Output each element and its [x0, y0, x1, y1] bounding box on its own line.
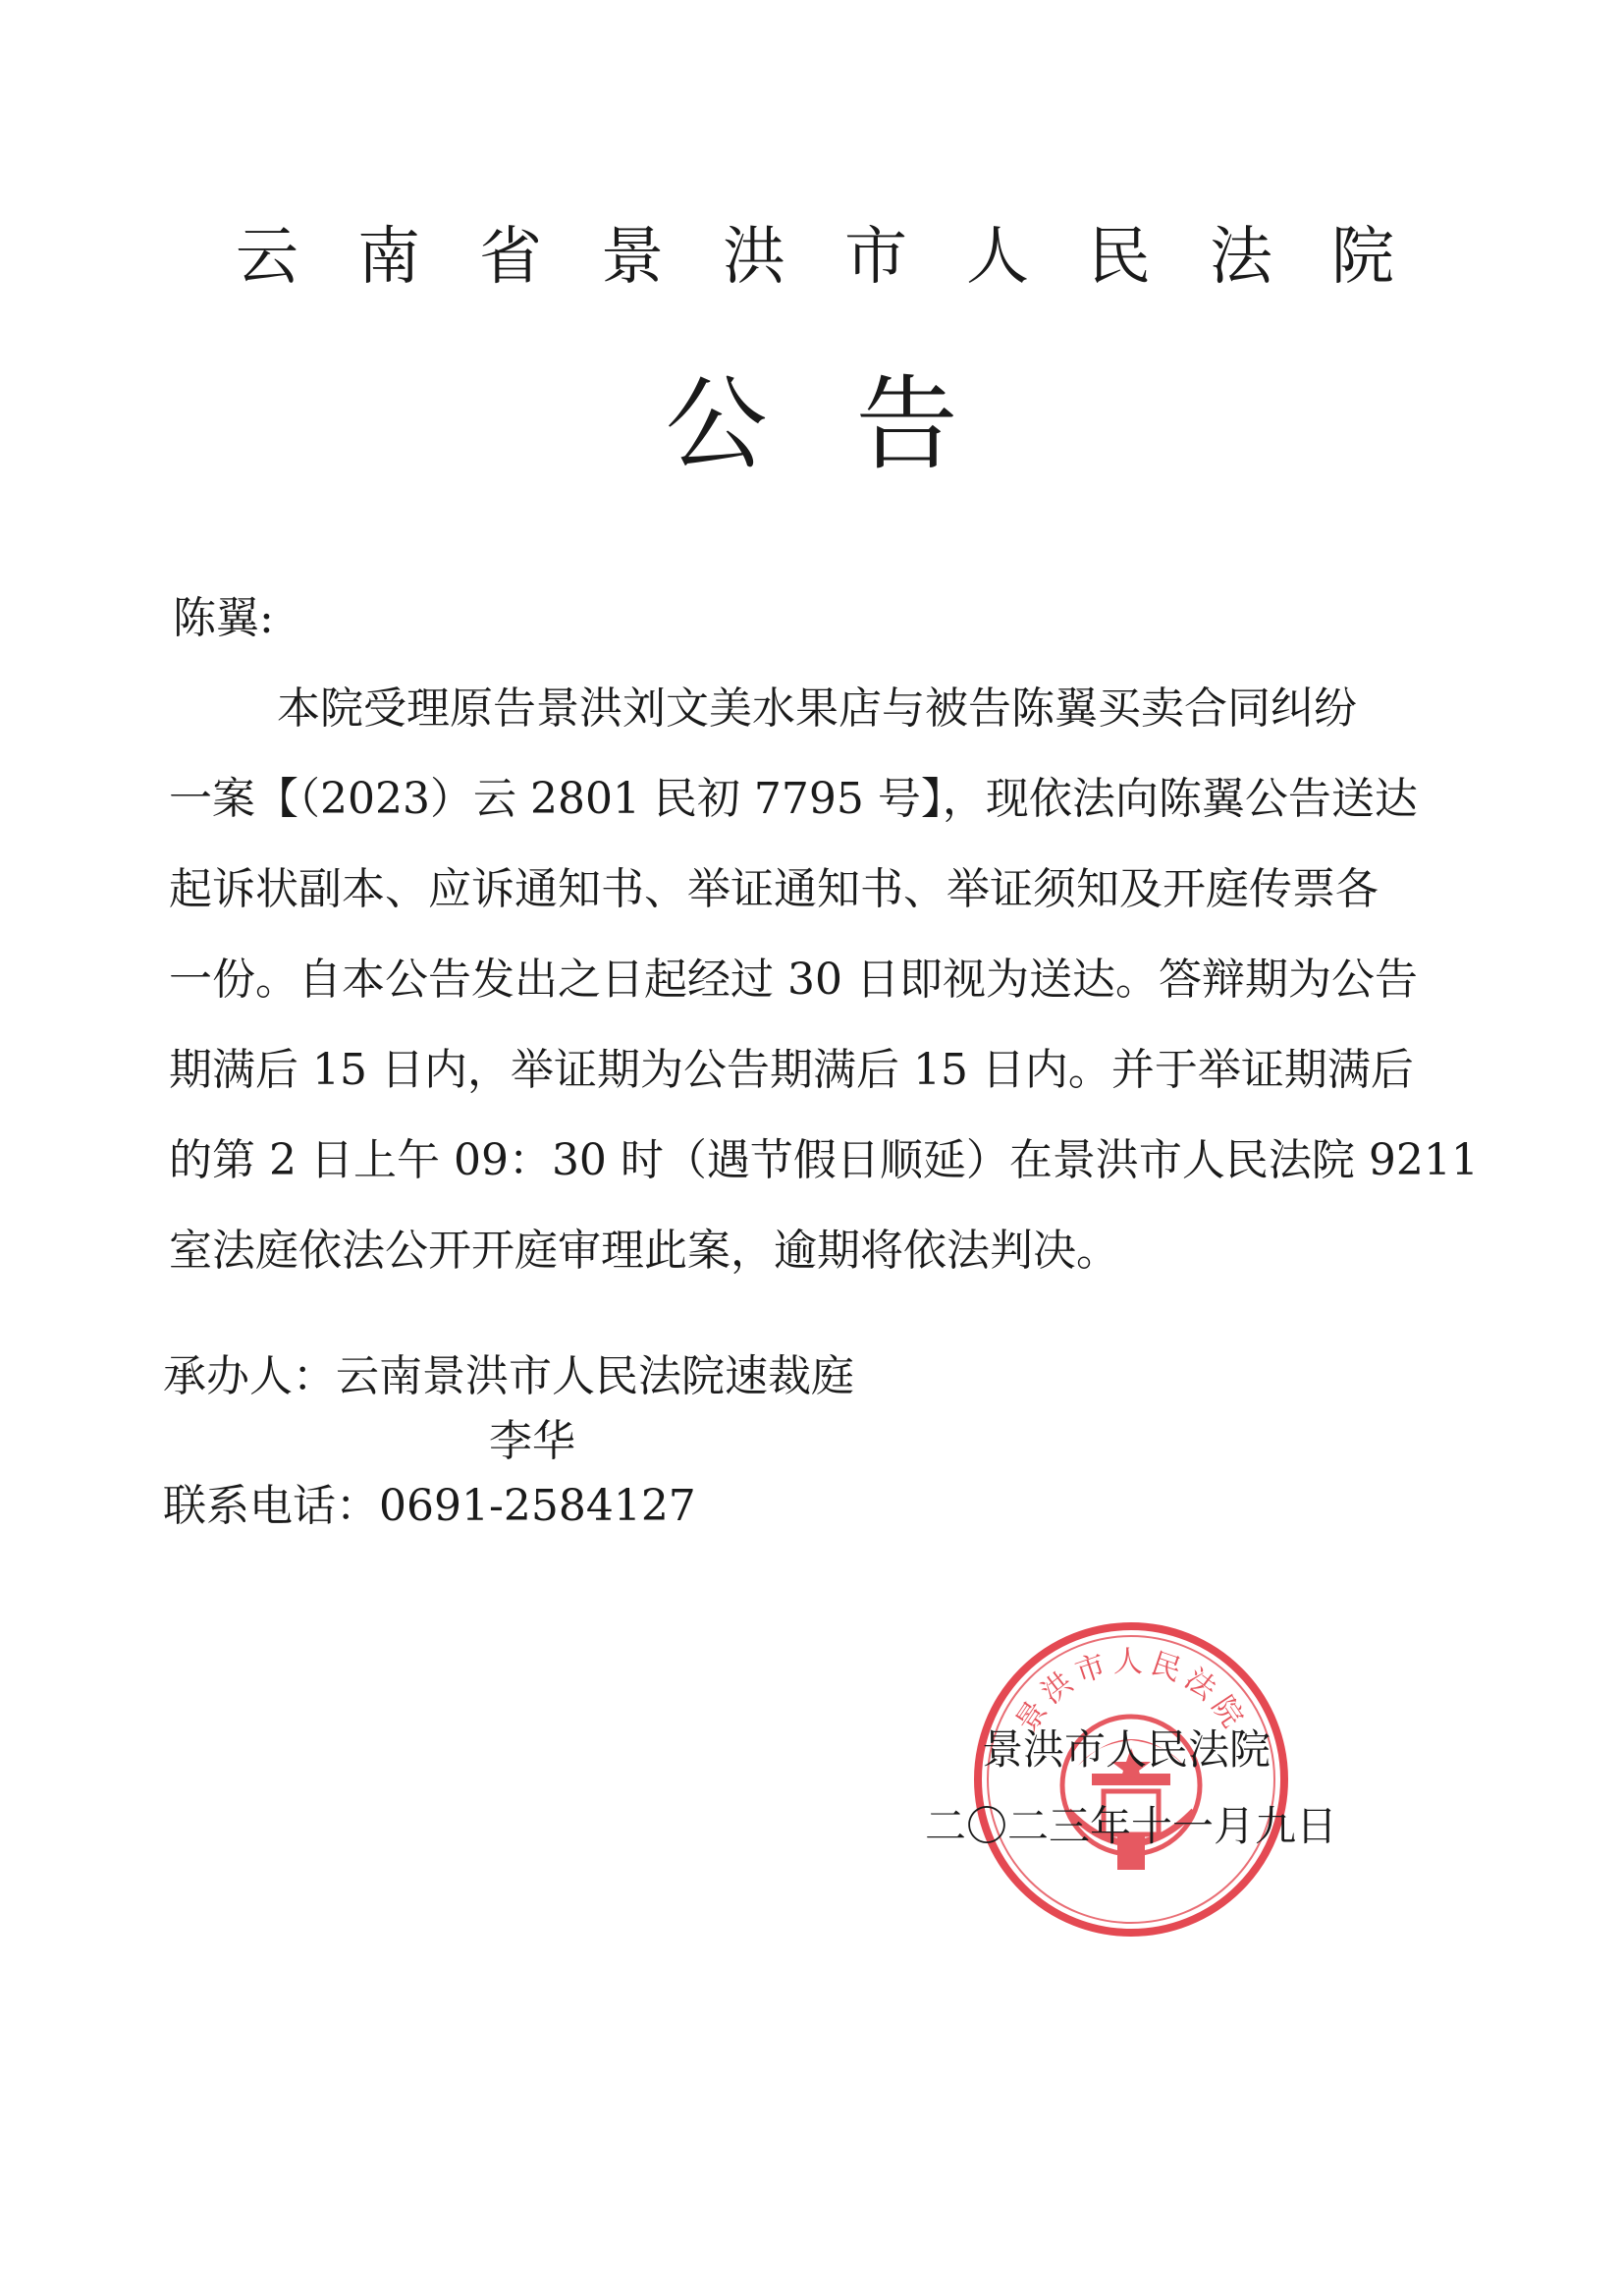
court-name-char: 省	[479, 221, 542, 294]
signature-court: 景洪市人民法院	[982, 1725, 1271, 1774]
body-line: 的第 2 日上午 09：30 时（遇节假日顺延）在景洪市人民法院 9211	[169, 1135, 1479, 1185]
seal-text: 景洪市人民法院	[1009, 1645, 1253, 1739]
court-name-char: 法	[1210, 221, 1272, 294]
court-name-char: 云	[236, 221, 298, 294]
court-name-char: 人	[966, 221, 1029, 294]
body-line: 一案【（2023）云 2801 民初 7795 号】，现依法向陈翼公告送达	[169, 774, 1418, 824]
court-name-heading	[236, 218, 1394, 297]
body-line: 起诉状副本、应诉通知书、举证通知书、举证须知及开庭传票各	[169, 864, 1379, 914]
body-line: 期满后 15 日内，举证期为公告期满后 15 日内。并于举证期满后	[169, 1045, 1414, 1095]
handler-line: 承办人：云南景洪市人民法院速裁庭	[163, 1351, 854, 1401]
body-line: 本院受理原告景洪刘文美水果店与被告陈翼买卖合同纠纷	[277, 683, 1357, 734]
court-seal-icon	[970, 1618, 1292, 1941]
body-line: 室法庭依法公开开庭审理此案，逾期将依法判决。	[169, 1226, 1119, 1276]
handler-name: 李华	[489, 1416, 575, 1466]
court-name-char: 景	[601, 221, 664, 294]
notice-title: 公告	[665, 364, 1047, 484]
court-name-char: 院	[1331, 221, 1394, 294]
court-name-char: 南	[357, 221, 420, 294]
court-name-char: 洪	[723, 221, 785, 294]
phone-line: 联系电话：0691-2584127	[163, 1481, 696, 1531]
signature-date: 二〇二三年十一月九日	[925, 1802, 1338, 1850]
notice-body	[169, 678, 1479, 1310]
court-name-char: 民	[1088, 221, 1151, 294]
body-line: 一份。自本公告发出之日起经过 30 日即视为送达。答辩期为公告	[169, 955, 1418, 1005]
court-name-char: 市	[844, 221, 907, 294]
salutation: 陈翼:	[173, 593, 274, 643]
